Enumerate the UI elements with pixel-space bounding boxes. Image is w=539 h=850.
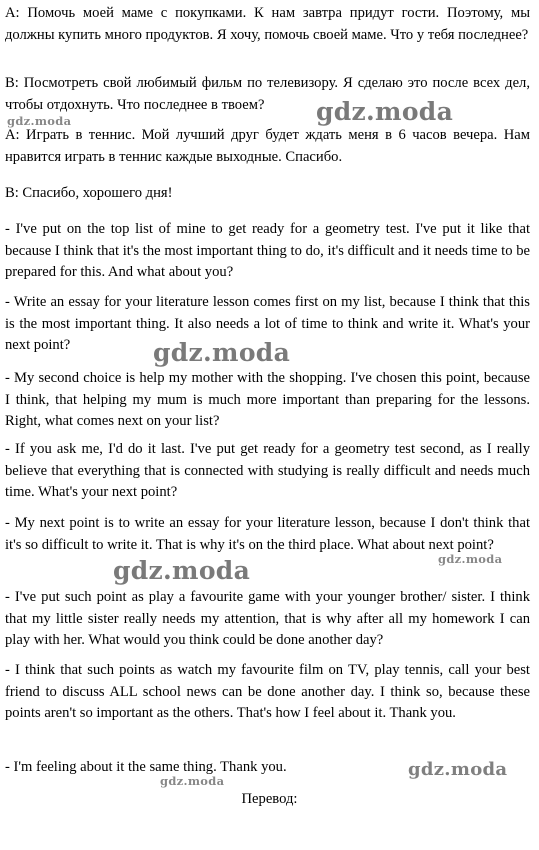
watermark: gdz.moda bbox=[438, 552, 503, 566]
watermark: gdz.moda bbox=[316, 97, 454, 126]
dialogue-paragraph-3: А: Играть в теннис. Мой лучший друг будет ждать меня в 6 часов вечера. Нам нравится играть в теннис каждые выходные. Спасибо. bbox=[5, 127, 530, 165]
dialogue-paragraph-12: - I'm feeling about it the same thing. Thank you. bbox=[5, 759, 287, 775]
translation-heading: Перевод: bbox=[241, 791, 298, 807]
watermark: gdz.moda bbox=[113, 556, 251, 585]
dialogue-paragraph-10: - I've put such point as play a favourite game with your younger brother/ sister. I think that my little sister really needs my attention, that is why after all my homework I can play with her. What would you think could be done another day? bbox=[5, 589, 530, 649]
dialogue-paragraph-4: В: Спасибо, хорошего дня! bbox=[5, 185, 173, 201]
dialogue-paragraph-11: - I think that such points as watch my favourite film on TV, play tennis, call your best friend to discuss ALL school news can be done another day. I think so, because these points aren't so important as the others. That's how I feel about it. Thank you. bbox=[5, 662, 530, 722]
watermark: gdz.moda bbox=[153, 338, 291, 367]
dialogue-paragraph-9: - My next point is to write an essay for your literature lesson, because I don't think that it's so difficult to write it. That is why it's on the third place. What about next point? bbox=[5, 515, 530, 553]
dialogue-paragraph-2: В: Посмотреть свой любимый фильм по телевизору. Я сделаю это после всех дел, чтобы отдохнуть. Что последнее в твоем? bbox=[5, 75, 530, 113]
watermark: gdz.moda bbox=[160, 774, 225, 788]
dialogue-paragraph-8: - If you ask me, I'd do it last. I've put get ready for a geometry test second, as I really believe that everything that is connected with studying is really difficult and needs much time. What's your next point? bbox=[5, 441, 530, 501]
watermark: gdz.moda bbox=[7, 114, 72, 128]
watermark: gdz.moda bbox=[408, 759, 508, 780]
dialogue-paragraph-5: - I've put on the top list of mine to get ready for a geometry test. I've put it like that because I think that it's the most important thing to do, it's difficult and it needs time to be prepared for this. And what about you? bbox=[5, 221, 530, 281]
dialogue-paragraph-7: - My second choice is help my mother with the shopping. I've chosen this point, because I think, that helping my mum is much more important than preparing for the lessons. Right, what comes next on your list? bbox=[5, 370, 530, 430]
dialogue-paragraph-1: А: Помочь моей маме с покупками. К нам завтра придут гости. Поэтому, мы должны купить много продуктов. Я хочу, помочь своей маме. Что у тебя последнее? bbox=[5, 5, 530, 43]
dialogue-paragraph-6: - Write an essay for your literature lesson comes first on my list, because I think that this is the most important thing. It also needs a lot of time to think and write it. What's your next point? bbox=[5, 294, 530, 354]
